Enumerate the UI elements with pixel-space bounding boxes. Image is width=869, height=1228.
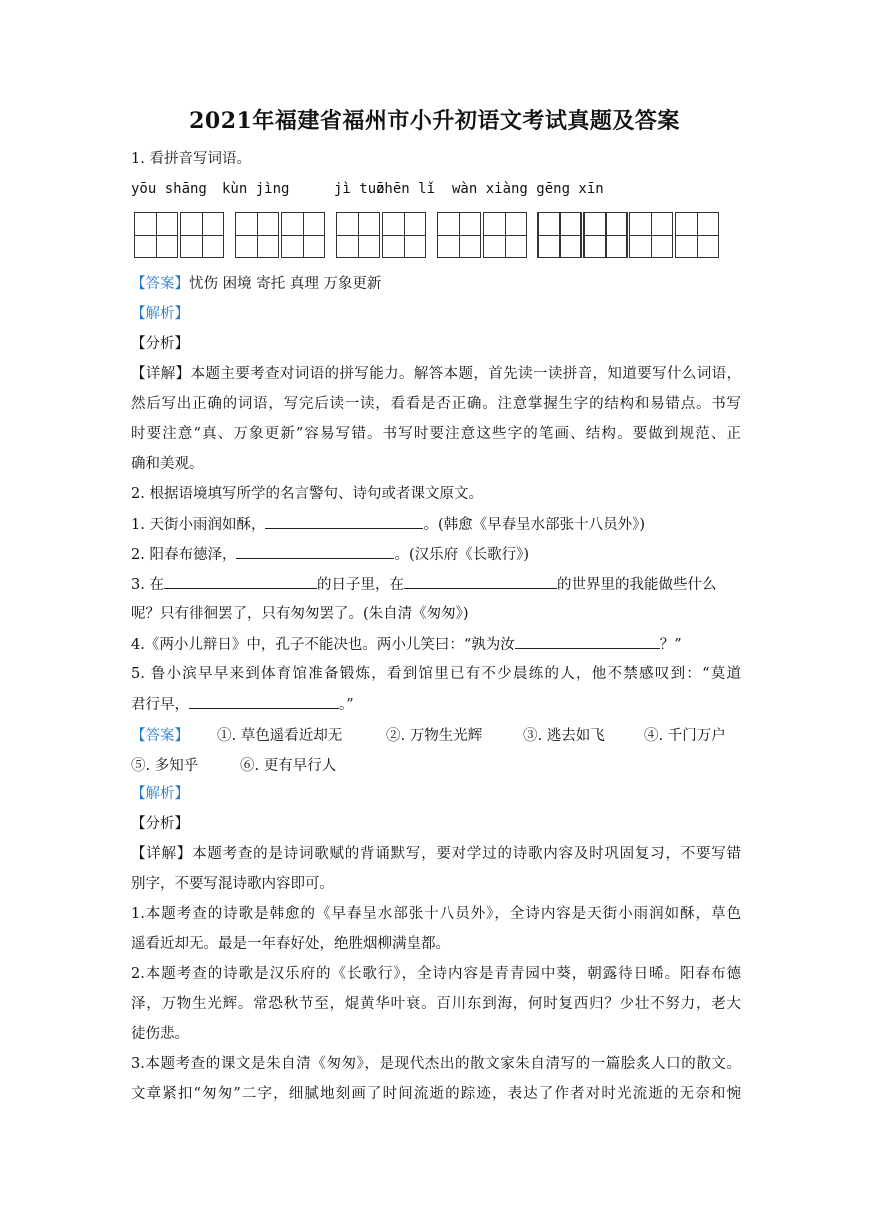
page-title: 2021年福建省福州市小升初语文考试真题及答案: [189, 108, 680, 134]
answer-blank: [189, 694, 339, 709]
q2-item-3-cont: 呢？只有徘徊罢了，只有匆匆罢了。(朱自清《匆匆》): [131, 606, 469, 622]
q2-answer-5: ⑤. 多知乎: [131, 758, 199, 774]
pinyin-2: kùn jìng: [222, 181, 290, 197]
q1-jiexi: 【解析】: [131, 306, 189, 322]
answer-blank: [404, 574, 557, 589]
q1-detail-line: 然后写出正确的词语，写完后读一读，看看是否正确。注意掌握生字的结构和易错点。书写: [131, 396, 741, 412]
q2-item-2: 2. 阳春布德泽， 。(汉乐府《长歌行》): [131, 544, 741, 565]
q2-detail-line: 【详解】本题考查的是诗词歌赋的背诵默写，要对学过的诗歌内容及时巩固复习，不要写错: [131, 846, 741, 862]
detail-tag: 【详解】: [131, 366, 191, 382]
q2-answer-tag: 【答案】: [131, 728, 189, 744]
answer-blank: [236, 544, 394, 559]
q2-answer-1: ①. 草色遥看近却无: [217, 728, 343, 744]
answer-blank: [265, 514, 423, 529]
writing-box: [134, 212, 178, 258]
q2-note-line: 遥看近却无。最是一年春好处，绝胜烟柳满皇都。: [131, 936, 450, 952]
q2-answer-6: ⑥. 更有早行人: [240, 758, 337, 774]
q2-note-line: 泽，万物生光辉。常恐秋节至，焜黄华叶衰。百川东到海，何时复西归？少壮不努力，老大: [131, 996, 741, 1012]
q2-item-5-cont: 君行早， 。”: [131, 694, 741, 715]
q2-note-line: 徒伤悲。: [131, 1026, 189, 1042]
writing-box: [382, 212, 426, 258]
answer-blank: [515, 634, 660, 649]
writing-box: [336, 212, 380, 258]
detail-tag: 【详解】: [131, 846, 193, 862]
answer-blank: [164, 574, 317, 589]
q2-answer-4: ④. 千门万户: [644, 728, 726, 744]
writing-box: [583, 212, 627, 258]
q2-fenxi: 【分析】: [131, 816, 189, 832]
pinyin-3: jì tuō: [334, 181, 385, 197]
writing-box: [483, 212, 527, 258]
writing-box: [281, 212, 325, 258]
answer-text: 忧伤 困境 寄托 真理 万象更新: [189, 276, 382, 292]
q1-detail-line: 时要注意“真、万象更新”容易写错。书写时要注意这些字的笔画、结构。要做到规范、正: [131, 426, 741, 442]
q2-item-5: 5. 鲁小滨早早来到体育馆准备锻炼，看到馆里已有不少晨练的人，他不禁感叹到：“莫道: [131, 666, 741, 682]
writing-box: [180, 212, 224, 258]
q2-note-line: 1.本题考查的诗歌是韩愈的《早春呈水部张十八员外》，全诗内容是天街小雨润如酥，草色: [131, 906, 741, 922]
q2-stem: 2. 根据语境填写所学的名言警句、诗句或者课文原文。: [131, 486, 483, 502]
answer-tag: 【答案】: [131, 276, 189, 292]
pinyin-5: wàn xiàng gēng xīn: [452, 181, 604, 197]
q2-item-1: 1. 天街小雨润如酥， 。(韩愈《早春呈水部张十八员外》): [131, 514, 741, 535]
q1-fenxi: 【分析】: [131, 336, 189, 352]
q2-jiexi: 【解析】: [131, 786, 189, 802]
q2-note-line: 2.本题考查的诗歌是汉乐府的《长歌行》，全诗内容是青青园中葵，朝露待日晞。阳春布德: [131, 966, 741, 982]
q2-answer-3: ③. 逃去如飞: [523, 728, 605, 744]
q2-item-4: 4.《两小儿辩日》中，孔子不能决也。两小儿笑曰：“孰为汝 ？”: [131, 634, 741, 655]
q2-answer-2: ②. 万物生光辉: [386, 728, 483, 744]
writing-box: [537, 212, 581, 258]
q2-detail-line: 别字，不要写混诗歌内容即可。: [131, 876, 334, 892]
pinyin-4: zhēn lǐ: [376, 181, 436, 197]
pinyin-1: yōu shāng: [131, 181, 207, 197]
q2-item-3: 3. 在 的日子里，在 的世界里的我能做些什么: [131, 574, 741, 595]
writing-box: [235, 212, 279, 258]
q1-detail-line: 【详解】本题主要考查对词语的拼写能力。解答本题，首先读一读拼音，知道要写什么词语，: [131, 366, 741, 382]
writing-box: [437, 212, 481, 258]
q2-note-line: 文章紧扣“匆匆”二字，细腻地刻画了时间流逝的踪迹，表达了作者对时光流逝的无奈和惋: [131, 1086, 741, 1102]
q1-answer: [131, 274, 741, 294]
writing-box: [675, 212, 719, 258]
q1-stem: 1. 看拼音写词语。: [131, 151, 251, 167]
q1-detail-line: 确和美观。: [131, 456, 204, 472]
q2-note-line: 3.本题考查的课文是朱自清《匆匆》，是现代杰出的散文家朱自清写的一篇脍炙人口的散文。: [131, 1056, 741, 1072]
writing-box: [629, 212, 673, 258]
